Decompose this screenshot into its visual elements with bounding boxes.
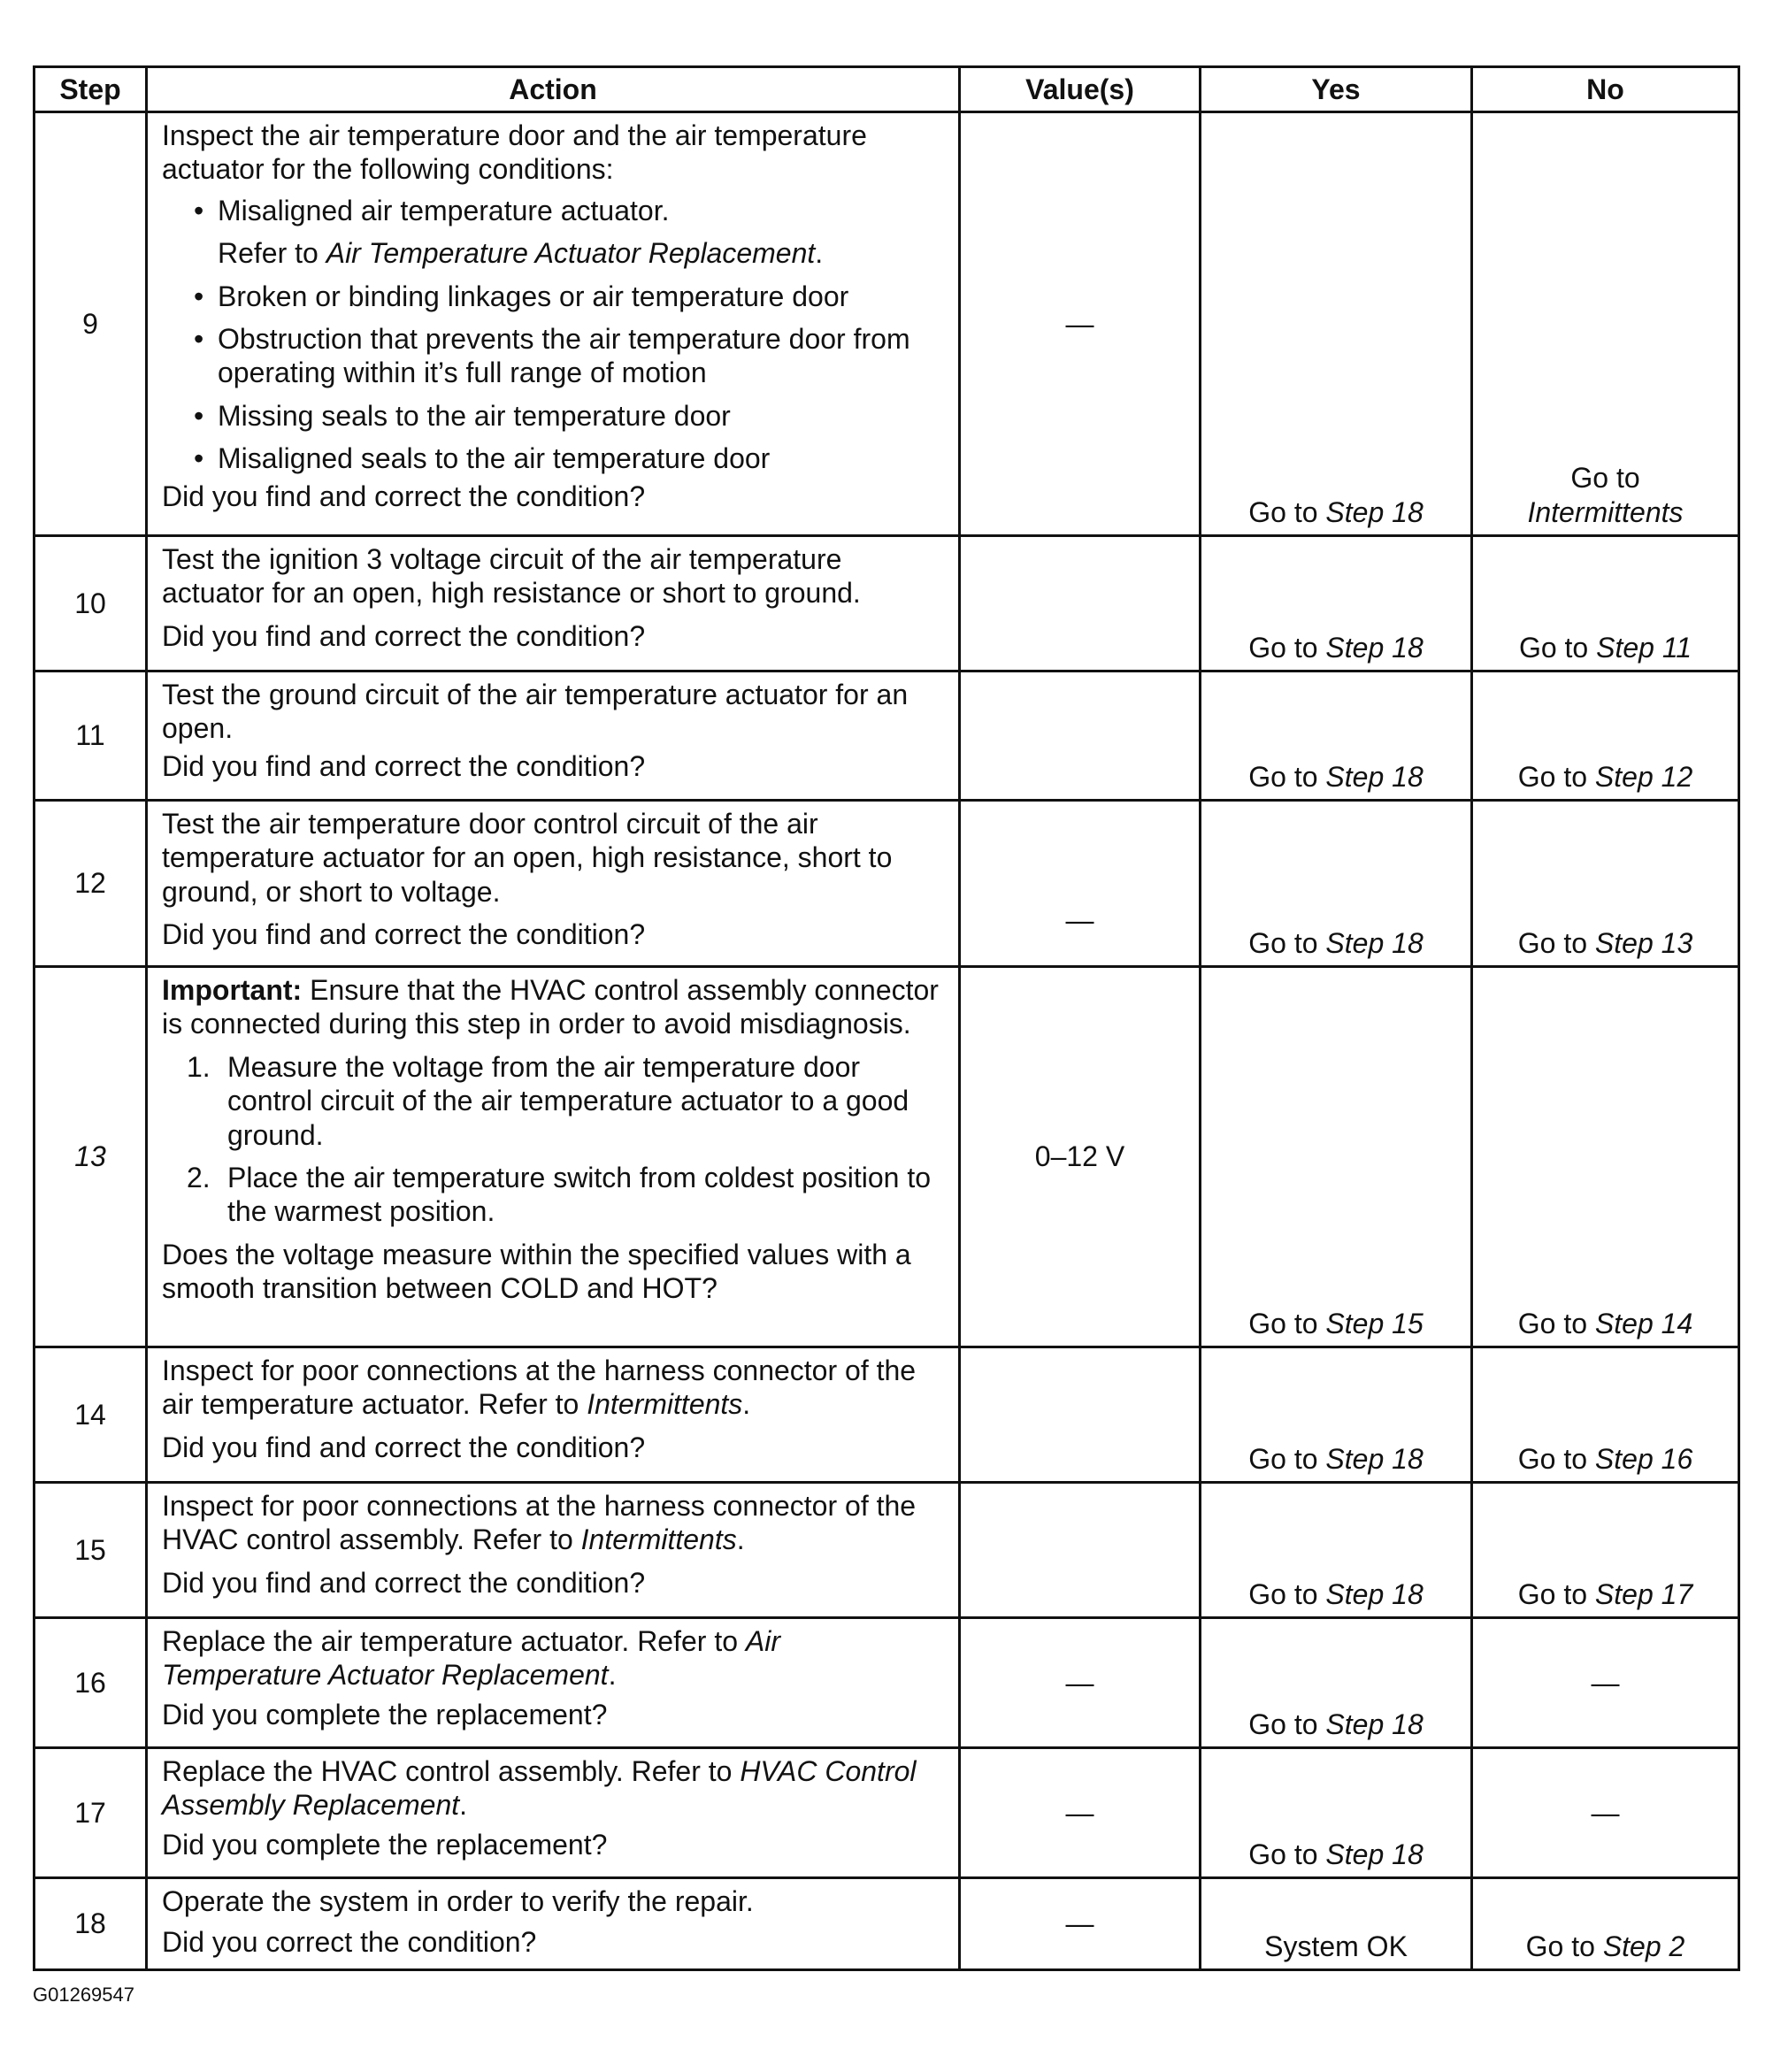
no-cell: Go to Intermittents (1472, 112, 1739, 536)
value-cell (960, 1347, 1201, 1483)
action-cell (147, 1748, 960, 1878)
value-cell (960, 536, 1201, 671)
action-text: Operate the system in order to verify the repair. (162, 1885, 754, 1917)
step-number: 13 (35, 967, 147, 1347)
goto-link[interactable]: Step 14 (1594, 1307, 1693, 1339)
goto-link[interactable]: Step 18 (1325, 1838, 1424, 1870)
no-cell: Go to Step 11 (1472, 536, 1739, 671)
action-cell (147, 1878, 960, 1970)
goto-link[interactable]: Step 11 (1596, 631, 1692, 664)
no-cell: Go to Step 14 (1472, 967, 1739, 1347)
value-cell: — (960, 112, 1201, 536)
no-cell: Go to Step 12 (1472, 671, 1739, 801)
table-row (35, 801, 1739, 967)
step-number: 11 (35, 671, 147, 801)
action-text: Replace the HVAC control assembly. Refer to HVAC Control Assembly Replacement. (162, 1755, 917, 1822)
action-text: Inspect the air temperature door and the air temperature actuator for the following conditions: (162, 119, 867, 186)
table-row (35, 1878, 1739, 1970)
goto-link[interactable]: Step 13 (1594, 926, 1693, 959)
goto-link[interactable]: Step 17 (1594, 1577, 1693, 1610)
bullet-icon: • (194, 194, 204, 226)
value-cell: — (960, 1748, 1201, 1878)
yes-cell: System OK (1201, 1878, 1472, 1970)
question-text: Did you find and correct the condition? (162, 918, 646, 951)
question-text: Did you correct the condition? (162, 1926, 537, 1959)
goto-link[interactable]: Step 18 (1325, 495, 1424, 528)
action-cell (147, 1483, 960, 1618)
table-row (35, 967, 1739, 1347)
step-number: 14 (35, 1347, 147, 1483)
no-cell: Go to Step 17 (1472, 1483, 1739, 1618)
step-number: 10 (35, 536, 147, 671)
action-text: Inspect for poor connections at the harness connector of the HVAC control assembly. Refer to Intermittents. (162, 1490, 917, 1556)
question-text: Did you find and correct the condition? (162, 480, 646, 512)
question-text: Did you complete the replacement? (162, 1828, 608, 1861)
action-text: Test the ground circuit of the air temperature actuator for an open. (162, 679, 909, 745)
question-text: Did you find and correct the condition? (162, 1566, 646, 1599)
question-text: Did you find and correct the condition? (162, 749, 646, 782)
goto-link[interactable]: Step 12 (1594, 760, 1693, 793)
list-item: 2. Place the air temperature switch from coldest position to the warmest position. (187, 1161, 932, 1228)
value-cell: — (960, 1618, 1201, 1748)
header-values: Value(s) (960, 67, 1201, 112)
list-item: • Missing seals to the air temperature door (194, 399, 731, 432)
important-label: Important: (162, 974, 303, 1006)
value-cell (960, 671, 1201, 801)
goto-link[interactable]: Step 16 (1594, 1442, 1693, 1475)
header-yes: Yes (1201, 67, 1472, 112)
value-cell: — (960, 801, 1201, 967)
list-item: • Obstruction that prevents the air temperature door from operating within it’s full range of motion (194, 322, 910, 389)
no-cell: Go to Step 13 (1472, 801, 1739, 967)
goto-link[interactable]: Step 18 (1325, 1707, 1424, 1740)
action-cell (147, 112, 960, 536)
goto-link[interactable]: Step 18 (1325, 760, 1424, 793)
table-row (35, 671, 1739, 801)
important-note: Important: Ensure that the HVAC control assembly connector is connected during this step in order to avoid misdiagnosis. (162, 974, 939, 1040)
step-number: 17 (35, 1748, 147, 1878)
yes-cell: Go to Step 18 (1201, 1618, 1472, 1748)
step-number: 9 (35, 112, 147, 536)
table-row (35, 1748, 1739, 1878)
goto-link[interactable]: Step 2 (1602, 1930, 1685, 1962)
list-item: 1. Measure the voltage from the air temperature door control circuit of the air temperature actuator to a good ground. (187, 1050, 909, 1151)
action-cell (147, 967, 960, 1347)
reference-link[interactable]: HVAC Control Assembly Replacement (162, 1755, 917, 1822)
goto-link[interactable]: Step 18 (1325, 1577, 1424, 1610)
header-action: Action (147, 67, 960, 112)
goto-link[interactable]: Step 18 (1325, 631, 1424, 664)
yes-cell: Go to Step 18 (1201, 801, 1472, 967)
question-text: Did you find and correct the condition? (162, 619, 646, 652)
action-cell (147, 1618, 960, 1748)
diagnostic-table (33, 65, 1740, 1971)
reference-link[interactable]: Intermittents (587, 1388, 743, 1421)
step-number: 12 (35, 801, 147, 967)
table-row (35, 1483, 1739, 1618)
condition-list (162, 194, 946, 476)
value-cell: 0–12 V (960, 967, 1201, 1347)
action-cell (147, 801, 960, 967)
table-row (35, 536, 1739, 671)
header-row (35, 67, 1739, 112)
step-number: 15 (35, 1483, 147, 1618)
no-cell: Go to Step 16 (1472, 1347, 1739, 1483)
list-item: • Misaligned air temperature actuator. Refer to Air Temperature Actuator Replacement. (194, 194, 824, 270)
table-row (35, 1618, 1739, 1748)
action-cell (147, 671, 960, 801)
action-text: Inspect for poor connections at the harness connector of the air temperature actuator. Refer to Intermittents. (162, 1354, 917, 1421)
question-text: Did you complete the replacement? (162, 1698, 608, 1731)
bullet-icon: • (194, 280, 204, 312)
yes-cell: Go to Step 15 (1201, 967, 1472, 1347)
table-row (35, 112, 1739, 536)
list-item: • Broken or binding linkages or air temperature door (194, 280, 849, 312)
yes-cell: Go to Step 18 (1201, 1347, 1472, 1483)
question-text: Did you find and correct the condition? (162, 1431, 646, 1463)
reference-link[interactable]: Air Temperature Actuator Replacement (162, 1625, 781, 1692)
figure-code: G01269547 (33, 1984, 134, 2006)
yes-cell: Go to Step 18 (1201, 1748, 1472, 1878)
action-cell (147, 1347, 960, 1483)
yes-cell: Go to Step 18 (1201, 1483, 1472, 1618)
action-text: Test the ignition 3 voltage circuit of the air temperature actuator for an open, high resistance or short to ground. (162, 543, 861, 610)
step-number: 16 (35, 1618, 147, 1748)
yes-cell: Go to Step 18 (1201, 112, 1472, 536)
table-row (35, 1347, 1739, 1483)
action-text: Test the air temperature door control circuit of the air temperature actuator for an open, high resistance, short to ground, or short to voltage. (162, 808, 893, 908)
value-cell: — (960, 1878, 1201, 1970)
reference-link[interactable]: Air Temperature Actuator Replacement (326, 237, 816, 270)
step-number: 18 (35, 1878, 147, 1970)
yes-cell: Go to Step 18 (1201, 536, 1472, 671)
no-cell: Go to Step 2 (1472, 1878, 1739, 1970)
bullet-icon: • (194, 322, 204, 355)
action-cell (147, 536, 960, 671)
question-text: Does the voltage measure within the specified values with a smooth transition between COLD and HOT? (162, 1238, 911, 1305)
list-item: • Misaligned seals to the air temperature door (194, 442, 771, 475)
header-step: Step (35, 67, 147, 112)
no-cell: — (1472, 1618, 1739, 1748)
yes-cell: Go to Step 18 (1201, 671, 1472, 801)
goto-link[interactable]: Step 18 (1325, 1442, 1424, 1475)
goto-link[interactable]: Step 15 (1325, 1307, 1424, 1339)
action-text: Replace the air temperature actuator. Refer to Air Temperature Actuator Replacement. (162, 1625, 781, 1692)
bullet-icon: • (194, 399, 204, 432)
procedure-list (162, 1050, 946, 1229)
goto-link[interactable]: Intermittents (1527, 495, 1684, 528)
no-cell: — (1472, 1748, 1739, 1878)
bullet-icon: • (194, 442, 204, 475)
value-cell (960, 1483, 1201, 1618)
header-no: No (1472, 67, 1739, 112)
goto-link[interactable]: Step 18 (1325, 926, 1424, 959)
reference-link[interactable]: Intermittents (580, 1523, 737, 1556)
